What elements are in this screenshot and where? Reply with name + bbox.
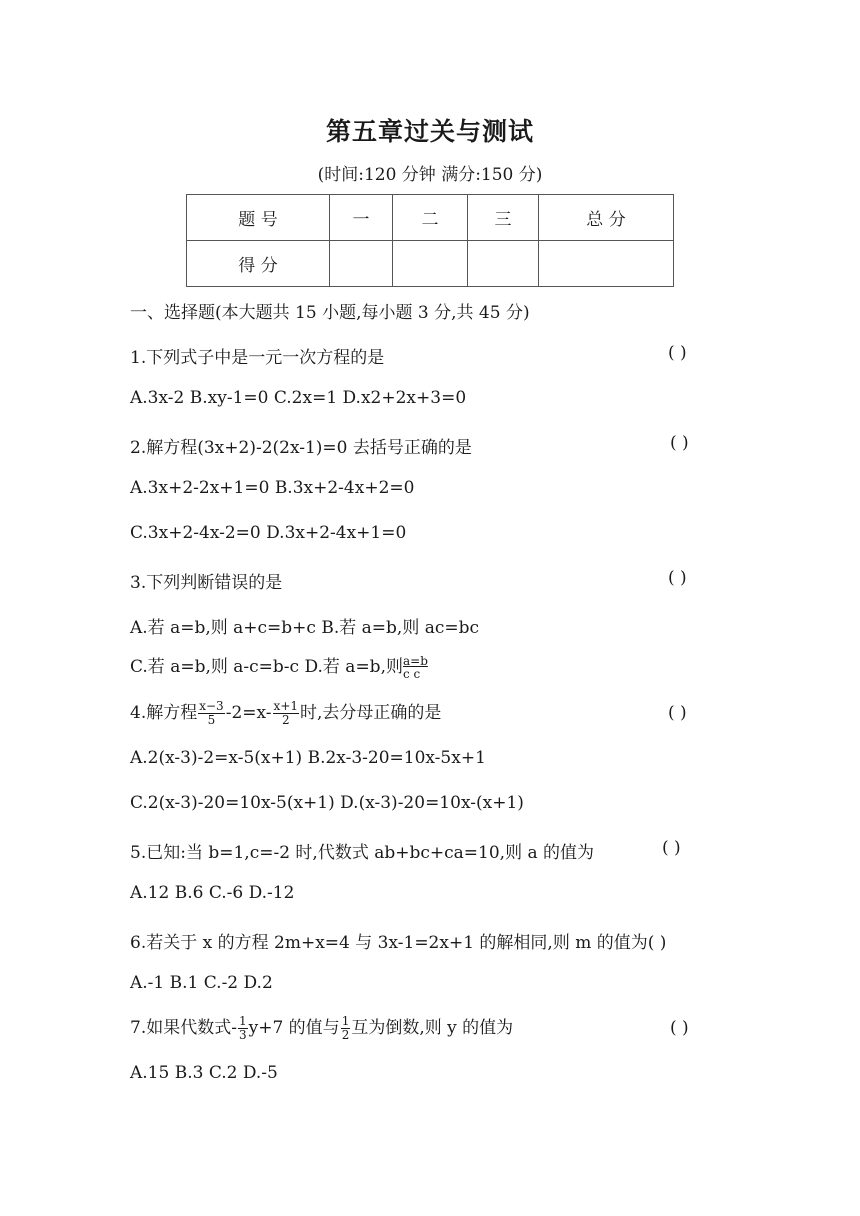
question-1-options: A.3x-2 B.xy-1=0 C.2x=1 D.x2+2x+3=0 <box>130 388 467 408</box>
section-heading: 一、选择题(本大题共 15 小题,每小题 3 分,共 45 分) <box>130 303 530 323</box>
stem-text: 7.如果代数式- <box>130 1018 237 1038</box>
score-cell[interactable] <box>539 241 674 287</box>
fraction-denominator: 2 <box>281 713 290 727</box>
fraction <box>238 1015 248 1042</box>
page-title: 第五章过关与测试 <box>325 117 534 146</box>
answer-bracket[interactable]: ( ) <box>662 838 681 858</box>
question-5-options: A.12 B.6 C.-6 D.-12 <box>130 883 295 903</box>
fraction-numerator: a=b <box>402 653 428 668</box>
fraction-numerator: 1 <box>341 1014 350 1028</box>
score-cell[interactable] <box>468 241 539 287</box>
answer-bracket[interactable]: ( ) <box>668 568 687 588</box>
answer-bracket[interactable]: ( ) <box>668 703 687 723</box>
stem-text: y+7 的值与 <box>248 1018 340 1038</box>
question-3-options-cd <box>130 652 428 681</box>
header-cell: 总 分 <box>539 195 674 241</box>
question-4-options-ab: A.2(x-3)-2=x-5(x+1) B.2x-3-20=10x-5x+1 <box>130 748 486 768</box>
question-2-options-ab: A.3x+2-2x+1=0 B.3x+2-4x+2=0 <box>130 478 415 498</box>
header-cell: 二 <box>393 195 468 241</box>
stem-text: 时,去分母正确的是 <box>300 703 442 723</box>
score-cell[interactable] <box>393 241 468 287</box>
question-2-stem: 2.解方程(3x+2)-2(2x-1)=0 去括号正确的是 <box>130 438 472 458</box>
fraction-expression <box>403 655 428 681</box>
question-1-stem: 1.下列式子中是一元一次方程的是 <box>130 348 385 368</box>
score-cell[interactable] <box>330 241 393 287</box>
question-4-stem <box>130 698 441 727</box>
table-row <box>187 241 674 287</box>
fraction-denominator: 5 <box>207 713 216 727</box>
question-5-stem: 5.已知:当 b=1,c=-2 时,代数式 ab+bc+ca=10,则 a 的值为 <box>130 843 595 863</box>
question-3-stem: 3.下列判断错误的是 <box>130 573 283 593</box>
stem-text: 4.解方程 <box>130 703 198 723</box>
answer-bracket[interactable]: ( ) <box>670 1018 689 1038</box>
score-table <box>186 194 674 287</box>
question-4-options-cd: C.2(x-3)-20=10x-5(x+1) D.(x-3)-20=10x-(x+1) <box>130 793 524 813</box>
question-2-options-cd: C.3x+2-4x-2=0 D.3x+2-4x+1=0 <box>130 523 407 543</box>
stem-text: -2=x- <box>225 703 272 723</box>
question-7-options: A.15 B.3 C.2 D.-5 <box>130 1063 278 1083</box>
exam-info: (时间:120 分钟 满分:150 分) <box>317 165 543 185</box>
question-7-stem <box>130 1013 513 1042</box>
fraction-denominator: 2 <box>341 1028 350 1042</box>
header-cell: 题 号 <box>187 195 330 241</box>
question-6-options: A.-1 B.1 C.-2 D.2 <box>130 973 273 993</box>
fraction-numerator: 1 <box>238 1014 247 1028</box>
fraction <box>341 1015 351 1042</box>
row-label: 得 分 <box>187 241 330 287</box>
table-row <box>187 195 674 241</box>
fraction <box>198 700 224 727</box>
header-cell: 一 <box>330 195 393 241</box>
fraction-numerator: x+1 <box>273 699 299 713</box>
header-cell: 三 <box>468 195 539 241</box>
fraction-denominator: c c <box>402 666 421 681</box>
option-text: C.若 a=b,则 a-c=b-c D.若 a=b,则 <box>130 657 403 677</box>
stem-text: 互为倒数,则 y 的值为 <box>351 1018 514 1038</box>
answer-bracket[interactable]: ( ) <box>670 433 689 453</box>
question-3-options-ab: A.若 a=b,则 a+c=b+c B.若 a=b,则 ac=bc <box>130 618 480 638</box>
fraction-numerator: x−3 <box>199 699 224 713</box>
answer-bracket[interactable]: ( ) <box>668 343 687 363</box>
fraction <box>273 700 299 727</box>
question-6-stem: 6.若关于 x 的方程 2m+x=4 与 3x-1=2x+1 的解相同,则 m 的值为( ) <box>130 933 667 953</box>
fraction-denominator: 3 <box>238 1028 247 1042</box>
